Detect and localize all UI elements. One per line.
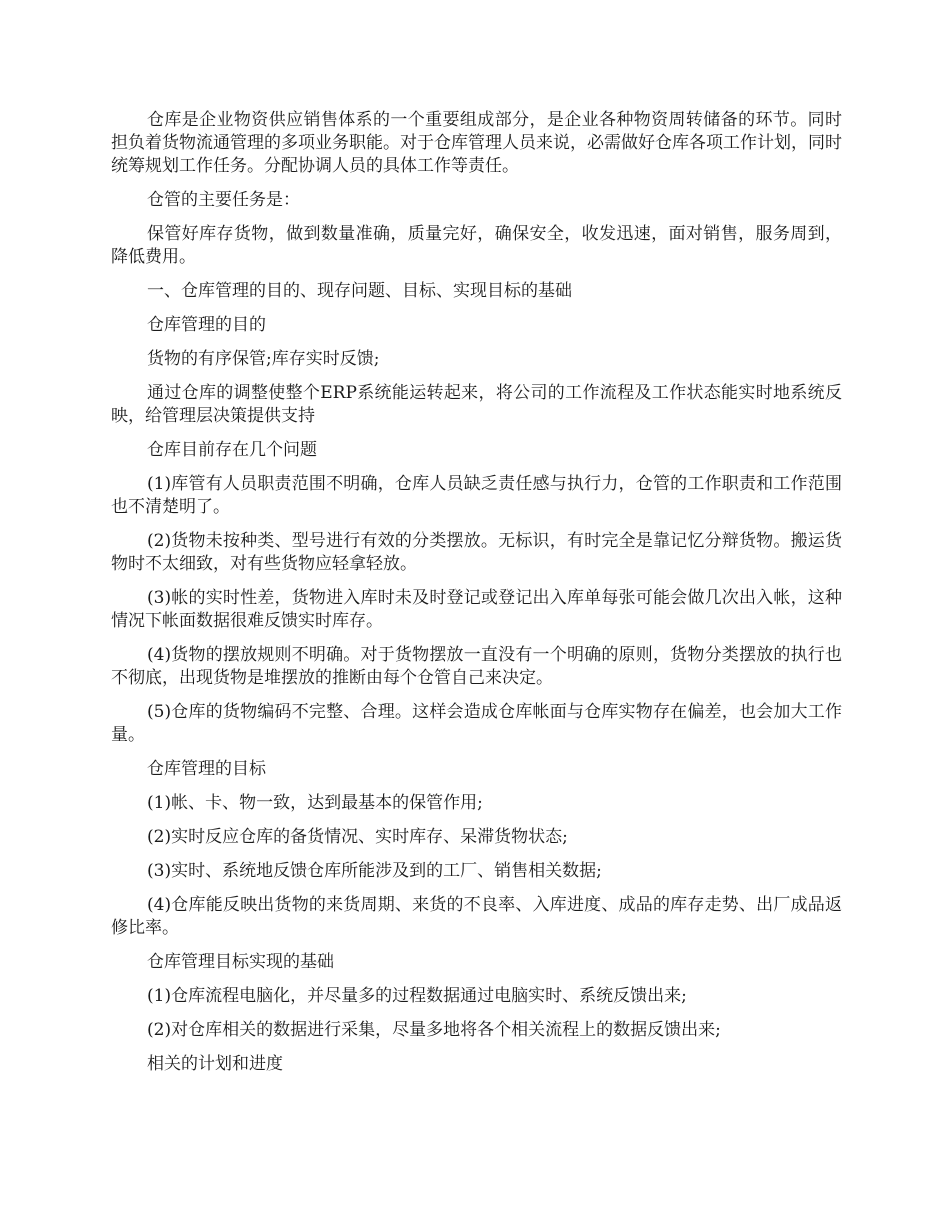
goal-item: (3)实时、系统地反馈仓库所能涉及到的工厂、销售相关数据; bbox=[147, 861, 602, 881]
goal-item: (4)仓库能反映出货物的来货周期、来货的不良率、入库进度、成品的库存走势、出厂成品返修比率。 bbox=[111, 895, 842, 938]
foundation-heading: 仓库管理目标实现的基础 bbox=[147, 952, 334, 972]
problem-item: (5)仓库的货物编码不完整、合理。这样会造成仓库帐面与仓库实物存在偏差，也会加大工作量。 bbox=[111, 702, 842, 745]
section-heading: 一、仓库管理的目的、现存问题、目标、实现目标的基础 bbox=[147, 281, 572, 301]
problems-heading: 仓库目前存在几个问题 bbox=[147, 440, 317, 460]
goals-heading: 仓库管理的目标 bbox=[147, 759, 266, 779]
problem-item: (2)货物未按种类、型号进行有效的分类摆放。无标识，有时完全是靠记忆分辩货物。搬运货物时不太细致，对有些货物应轻拿轻放。 bbox=[111, 531, 842, 574]
erp-paragraph: 通过仓库的调整使整个ERP系统能运转起来，将公司的工作流程及工作状态能实时地系统反映，给管理层决策提供支持 bbox=[111, 383, 842, 426]
purpose-paragraph: 货物的有序保管;库存实时反馈; bbox=[147, 349, 380, 369]
problem-item: (4)货物的摆放规则不明确。对于货物摆放一直没有一个明确的原则，货物分类摆放的执行也不彻底，出现货物是堆摆放的推断由每个仓管自己来决定。 bbox=[111, 645, 842, 688]
document-body bbox=[111, 109, 842, 1087]
main-tasks-paragraph: 保管好库存货物，做到数量准确，质量完好，确保安全，收发迅速，面对销售，服务周到，降低费用。 bbox=[111, 224, 842, 267]
main-tasks-heading: 仓管的主要任务是： bbox=[147, 190, 300, 210]
problem-item: (1)库管有人员职责范围不明确，仓库人员缺乏责任感与执行力，仓管的工作职责和工作范围也不清楚明了。 bbox=[111, 474, 842, 517]
intro-paragraph: 仓库是企业物资供应销售体系的一个重要组成部分，是企业各种物资周转储备的环节。同时担负着货物流通管理的多项业务职能。对于仓库管理人员来说，必需做好仓库各项工作计划，同时统筹规划工作任务。分配协调人员的具体工作等责任。 bbox=[111, 110, 842, 176]
purpose-heading: 仓库管理的目的 bbox=[147, 315, 266, 335]
plan-heading: 相关的计划和进度 bbox=[147, 1054, 283, 1074]
goal-item: (1)帐、卡、物一致，达到最基本的保管作用; bbox=[147, 793, 483, 813]
problem-item: (3)帐的实时性差，货物进入库时未及时登记或登记出入库单每张可能会做几次出入帐，这种情况下帐面数据很难反馈实时库存。 bbox=[111, 588, 842, 631]
goal-item: (2)实时反应仓库的备货情况、实时库存、呆滞货物状态; bbox=[147, 827, 568, 847]
foundation-item: (1)仓库流程电脑化，并尽量多的过程数据通过电脑实时、系统反馈出来; bbox=[147, 986, 687, 1006]
foundation-item: (2)对仓库相关的数据进行采集，尽量多地将各个相关流程上的数据反馈出来; bbox=[147, 1020, 721, 1040]
